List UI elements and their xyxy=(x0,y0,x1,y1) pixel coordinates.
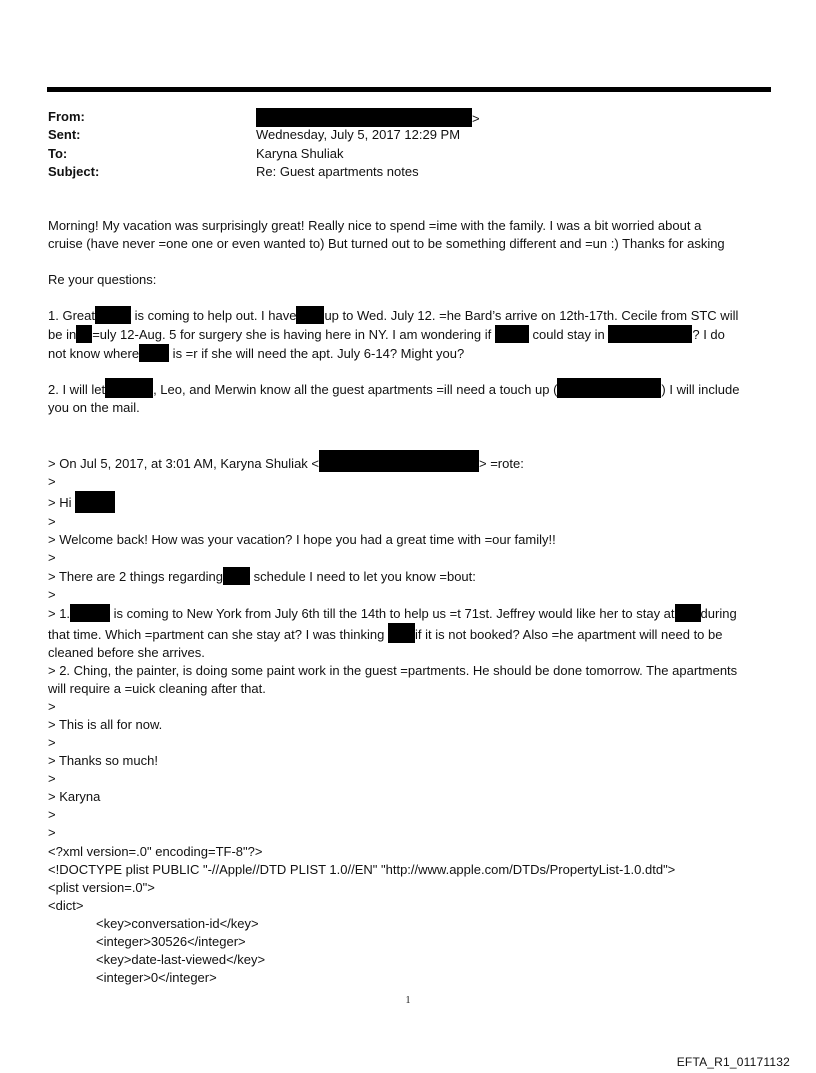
quote-line: > xyxy=(48,771,56,786)
text-run: > There are 2 things regarding xyxy=(48,569,224,584)
quote-line: > xyxy=(48,587,56,602)
from-value: > xyxy=(472,111,480,126)
redaction-box xyxy=(95,306,131,324)
redaction-box xyxy=(139,344,169,362)
redaction-box xyxy=(495,325,529,343)
paragraph-2 xyxy=(48,378,778,417)
quote-line: > xyxy=(48,735,56,750)
quote-line: > Welcome back! How was your vacation? I hope you had a great time with =our family!! xyxy=(48,532,556,547)
sent-value: Wednesday, July 5, 2017 12:29 PM xyxy=(256,127,461,142)
redaction-box xyxy=(675,604,701,622)
quote-line: > xyxy=(48,825,56,840)
header-rule xyxy=(47,87,771,92)
redaction-box xyxy=(256,108,472,127)
quote-line: > Karyna xyxy=(48,789,101,804)
text-run: > 1. xyxy=(48,606,71,621)
text-run: schedule I need to let you know =bout: xyxy=(253,569,476,584)
quote-line: > 2. Ching, the painter, is doing some paint work in the guest =partments. He should be done tomorrow. The apartments xyxy=(48,663,738,678)
text-run: could stay in xyxy=(532,327,605,342)
text-run: if it is not booked? Also =he apartment will need to be xyxy=(414,627,723,642)
quote-line: > xyxy=(48,807,56,822)
redaction-box xyxy=(296,306,324,324)
xml-line: <key>date-last-viewed</key> xyxy=(96,952,266,967)
to-value: Karyna Shuliak xyxy=(256,146,344,161)
subject-label: Subject: xyxy=(48,164,100,179)
quote-line: > xyxy=(48,699,56,714)
redaction-box xyxy=(608,325,692,343)
text-run: > Hi xyxy=(48,495,72,510)
from-label: From: xyxy=(48,109,85,124)
quote-line: > xyxy=(48,474,56,489)
quote-line: > This is all for now. xyxy=(48,717,163,732)
paragraph-1 xyxy=(48,306,778,363)
bates-number: EFTA_R1_01171132 xyxy=(676,1055,790,1069)
text-run: during xyxy=(700,606,737,621)
xml-line: <integer>30526</integer> xyxy=(96,934,246,949)
sent-label: Sent: xyxy=(48,127,81,142)
text-run: =uly 12-Aug. 5 for surgery she is having here in NY. I am wondering if xyxy=(92,327,492,342)
to-label: To: xyxy=(48,146,68,161)
text-run: not know where xyxy=(48,346,140,361)
text-run: 2. I will let xyxy=(48,382,106,397)
redaction-box xyxy=(388,623,415,643)
xml-line: <dict> xyxy=(48,898,84,913)
redaction-box xyxy=(70,604,110,622)
body-line: Re your questions: xyxy=(48,272,157,287)
page-number: 1 xyxy=(405,995,411,1006)
xml-line: <?xml version=.0" encoding=TF-8"?> xyxy=(48,844,263,859)
body-line: you on the mail. xyxy=(48,400,140,415)
xml-line: <plist version=.0"> xyxy=(48,880,155,895)
xml-line: <key>conversation-id</key> xyxy=(96,916,259,931)
text-run: that time. Which =partment can she stay at? I was thinking xyxy=(48,627,385,642)
xml-line: <integer>0</integer> xyxy=(96,970,217,985)
text-run: > On Jul 5, 2017, at 3:01 AM, Karyna Shuliak < xyxy=(48,456,320,471)
quote-line: will require a =uick cleaning after that. xyxy=(48,681,266,696)
body-line: cruise (have never =one one or even wanted to) But turned out to be something different and =un :) Thanks for asking xyxy=(48,236,725,251)
quote-line: > Thanks so much! xyxy=(48,753,158,768)
text-run: , Leo, and Merwin know all the guest apartments =ill need a touch up ( xyxy=(153,382,558,397)
text-run: is coming to help out. I have xyxy=(130,308,297,323)
redaction-box xyxy=(75,491,115,513)
quoted-message xyxy=(48,450,778,842)
xml-trailer xyxy=(48,843,778,987)
text-run: > =rote: xyxy=(479,456,524,471)
message-body xyxy=(48,217,778,253)
redaction-box xyxy=(319,450,479,472)
text-run: ) I will include xyxy=(661,382,740,397)
redaction-box xyxy=(223,567,250,585)
text-run: is coming to New York from July 6th till the 14th to help us =t 71st. Jeffrey would like her to stay at xyxy=(113,606,675,621)
text-run: be in xyxy=(48,327,77,342)
body-line: Morning! My vacation was surprisingly great! Really nice to spend =ime with the family. I was a bit worried about a xyxy=(48,218,702,233)
quote-line: > xyxy=(48,514,56,529)
xml-line: <!DOCTYPE plist PUBLIC "-//Apple//DTD PLIST 1.0//EN" "http://www.apple.com/DTDs/PropertyList-1.0.dtd"> xyxy=(48,862,676,877)
redaction-box xyxy=(105,378,153,398)
redaction-box xyxy=(76,325,92,343)
text-run: 1. Great xyxy=(48,308,95,323)
redaction-box xyxy=(557,378,661,398)
text-run: ? I do xyxy=(692,327,725,342)
text-run: is =r if she will need the apt. July 6-14? Might you? xyxy=(169,346,465,361)
subject-value: Re: Guest apartments notes xyxy=(256,164,419,179)
text-run: up to Wed. July 12. =he Bard’s arrive on 12th-17th. Cecile from STC will xyxy=(324,308,739,323)
quote-line: cleaned before she arrives. xyxy=(48,645,205,660)
quote-line: > xyxy=(48,550,56,565)
